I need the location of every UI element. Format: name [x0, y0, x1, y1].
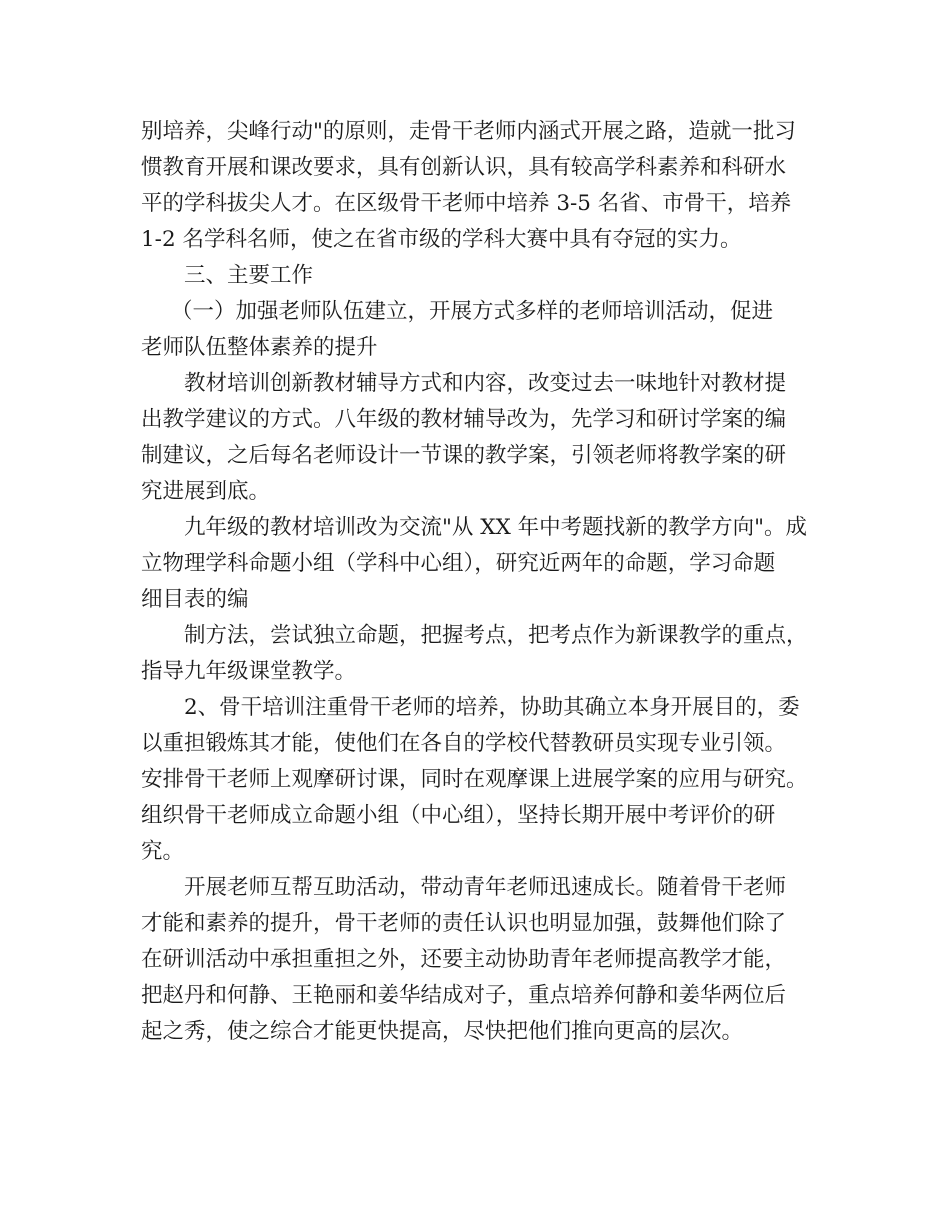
body-text [141, 114, 821, 1050]
paragraph-start: 九年级的教材培训改为交流"从 XX 年中考题找新的教学方向"。成 [184, 515, 808, 540]
text-line: 1-2 名学科名师，使之在省市级的学科大赛中具有夺冠的实力。 [141, 227, 742, 252]
subsection-heading: （一）加强老师队伍建立，开展方式多样的老师培训活动，促进 [171, 299, 774, 324]
text-line: 才能和素养的提升，骨干老师的责任认识也明显加强，鼓舞他们除了 [141, 911, 787, 936]
paragraph-start: 制方法，尝试独立命题，把握考点，把考点作为新课教学的重点， [184, 623, 808, 648]
text-line: 制建议，之后每名老师设计一节课的教学案，引领老师将教学案的研 [141, 443, 787, 468]
text-line: 以重担锻炼其才能，使他们在各自的学校代替教研员实现专业引领。 [141, 731, 787, 756]
text-line: 惯教育开展和课改要求，具有创新认识，具有较高学科素养和科研水 [141, 155, 787, 180]
paragraph-start: 教材培训创新教材辅导方式和内容，改变过去一味地针对教材提 [184, 371, 787, 396]
text-line: 把赵丹和何静、王艳丽和姜华结成对子，重点培养何静和姜华两位后 [141, 983, 787, 1008]
text-line: 平的学科拔尖人才。在区级骨干老师中培养 3-5 名省、市骨干，培养 [141, 191, 792, 216]
paragraph-start: 2、骨干培训注重骨干老师的培养，协助其确立本身开展目的，委 [184, 695, 800, 720]
text-line: 起之秀，使之综合才能更快提高，尽快把他们推向更高的层次。 [141, 1019, 744, 1044]
text-line: 细目表的编 [141, 587, 249, 612]
text-line: 老师队伍整体素养的提升 [141, 335, 378, 360]
text-line: 立物理学科命题小组（学科中心组），研究近两年的命题，学习命题 [141, 551, 776, 576]
text-line: 究进展到底。 [141, 479, 271, 504]
text-line: 指导九年级课堂教学。 [141, 659, 357, 684]
section-heading: 三、主要工作 [184, 263, 314, 288]
paragraph-start: 开展老师互帮互助活动，带动青年老师迅速成长。随着骨干老师 [184, 875, 787, 900]
text-line: 出教学建议的方式。八年级的教材辅导改为，先学习和研讨学案的编 [141, 407, 787, 432]
text-line: 安排骨干老师上观摩研讨课，同时在观摩课上进展学案的应用与研究。 [141, 767, 808, 792]
text-line: 组织骨干老师成立命题小组（中心组），坚持长期开展中考评价的研 [141, 803, 776, 828]
text-line: 究。 [141, 839, 185, 864]
text-line: 别培养，尖峰行动"的原则，走骨干老师内涵式开展之路，造就一批习 [141, 119, 796, 144]
text-line: 在研训活动中承担重担之外，还要主动协助青年老师提高教学才能， [141, 947, 787, 972]
